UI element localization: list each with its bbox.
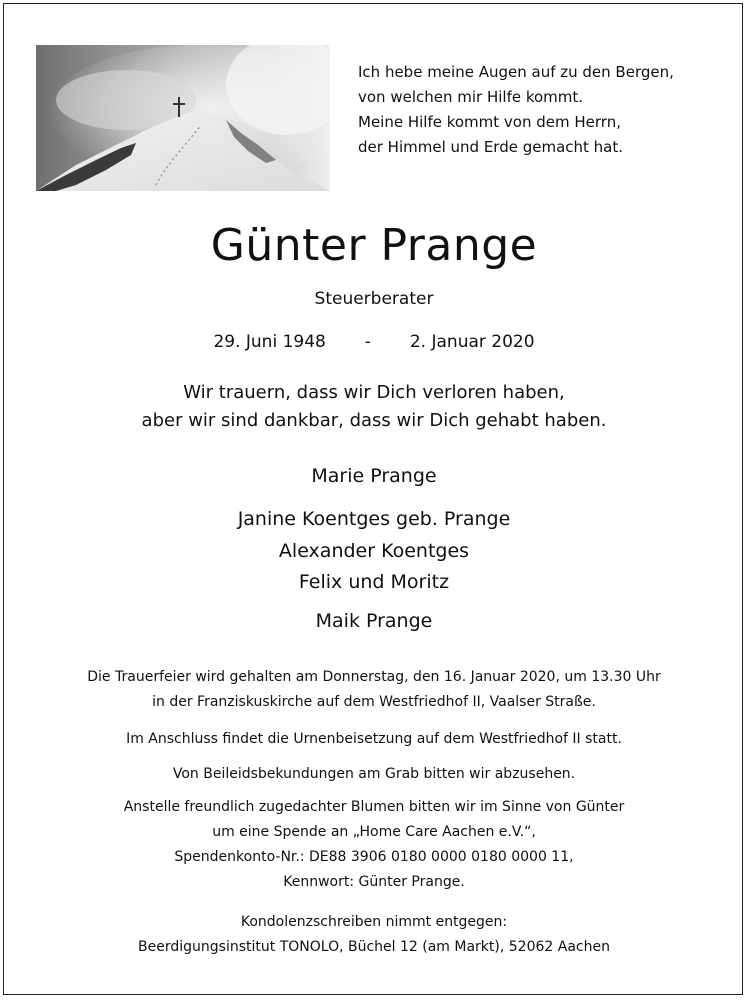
verse-line: von welchen mir Hilfe kommt.: [358, 88, 584, 106]
notice-line: in der Franziskuskirche auf dem Westfriedhof II, Vaalser Straße.: [152, 694, 596, 710]
notice-line: Kennwort: Günter Prange.: [283, 874, 465, 890]
notice-line: Spendenkonto-Nr.: DE88 3906 0180 0000 0180 0000 11,: [174, 849, 574, 865]
mountain-cross-icon: [36, 45, 330, 191]
verse-line: der Himmel und Erde gemacht hat.: [358, 138, 624, 156]
date-separator: -: [364, 332, 371, 352]
birth-date: 29. Juni 1948: [213, 332, 326, 352]
bible-verse: [358, 60, 738, 160]
mourner-spouse: Marie Prange: [311, 465, 437, 487]
deceased-name: Günter Prange: [210, 220, 538, 271]
quote-line: aber wir sind dankbar, dass wir Dich gehabt haben.: [141, 410, 607, 431]
notice-line: Beerdigungsinstitut TONOLO, Büchel 12 (am Markt), 52062 Aachen: [138, 939, 610, 955]
funeral-home-notice: [0, 910, 748, 960]
donation-notice: [0, 795, 748, 895]
life-dates: [0, 329, 748, 355]
notice-line: Die Trauerfeier wird gehalten am Donnerstag, den 16. Januar 2020, um 13.30 Uhr: [87, 669, 661, 685]
verse-line: Meine Hilfe kommt von dem Herrn,: [358, 113, 621, 131]
mourner-name: Janine Koentges geb. Prange: [237, 508, 511, 530]
quote-line: Wir trauern, dass wir Dich verloren haben,: [183, 382, 565, 403]
notice-line: Anstelle freundlich zugedachter Blumen bitten wir im Sinne von Günter: [123, 799, 625, 815]
deceased-profession: Steuerberater: [314, 289, 434, 309]
death-date: 2. Januar 2020: [409, 332, 535, 352]
condolence-request: Von Beileidsbekundungen am Grab bitten wir abzusehen.: [172, 766, 576, 782]
verse-line: Ich hebe meine Augen auf zu den Bergen,: [358, 63, 674, 81]
notice-line: Kondolenzschreiben nimmt entgegen:: [240, 914, 508, 930]
mourner-name: Alexander Koentges: [278, 540, 470, 562]
mourning-quote: [0, 379, 748, 435]
ceremony-notice: [0, 665, 748, 715]
mourner-name: Felix und Moritz: [298, 571, 450, 593]
burial-notice: Im Anschluss findet die Urnenbeisetzung auf dem Westfriedhof II statt.: [126, 731, 622, 747]
mountain-summit-photo: [36, 45, 330, 191]
mourner-name: Maik Prange: [315, 610, 433, 632]
notice-line: um eine Spende an „Home Care Aachen e.V.“,: [212, 824, 536, 840]
